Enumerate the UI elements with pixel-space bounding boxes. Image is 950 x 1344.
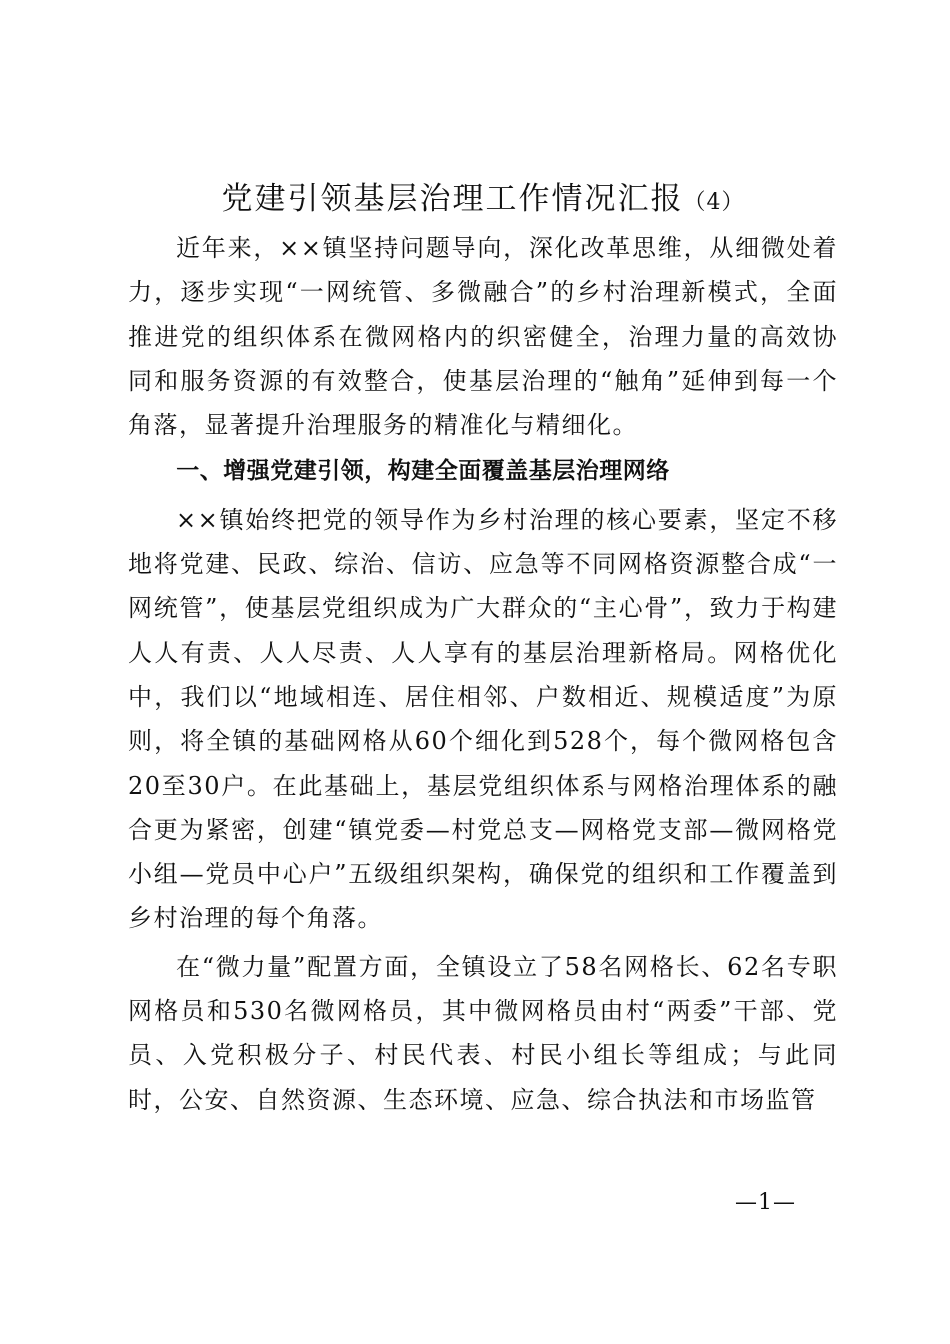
document-title-number: （4） — [683, 190, 745, 215]
document-body — [128, 172, 838, 1122]
section-1-paragraph-2: 在“微力量”配置方面，全镇设立了58名网格长、62名专职网格员和530名微网格员，其中微网格员由村“两委”干部、党员、入党积极分子、村民代表、村民小组长等组成；与此同时，公安、自然资源、生态环境、应急、综合执法和市场监管 — [128, 952, 838, 1114]
intro-paragraph: 近年来，××镇坚持问题导向，深化改革思维，从细微处着力，逐步实现“一网统管、多微融合”的乡村治理新模式，全面推进党的组织体系在微网格内的织密健全，治理力量的高效协同和服务资源的有效整合，使基层治理的“触角”延伸到每一个角落，显著提升治理服务的精准化与精细化。 — [128, 234, 838, 440]
document-title-text: 党建引领基层治理工作情况汇报 — [221, 181, 684, 217]
section-1-heading: 一、增强党建引领，构建全面覆盖基层治理网络 — [176, 458, 670, 485]
page-number: —1— — [735, 1190, 796, 1215]
section-1-paragraph-1: ××镇始终把党的领导作为乡村治理的核心要素，坚定不移地将党建、民政、综治、信访、应急等不同网格资源整合成“一网统管”，使基层党组织成为广大群众的“主心骨”，致力于构建人人有责、人人尽责、人人享有的基层治理新格局。网格优化中，我们以“地域相连、居住相邻、户数相近、规模适度”为原则，将全镇的基础网格从60个细化到528个，每个微网格包含20至30户。在此基础上，基层党组织体系与网格治理体系的融合更为紧密，创建“镇党委—村党总支—网格党支部—微网格党小组—党员中心户”五级组织架构，确保党的组织和工作覆盖到乡村治理的每个角落。 — [128, 505, 838, 933]
document-title — [128, 172, 838, 226]
